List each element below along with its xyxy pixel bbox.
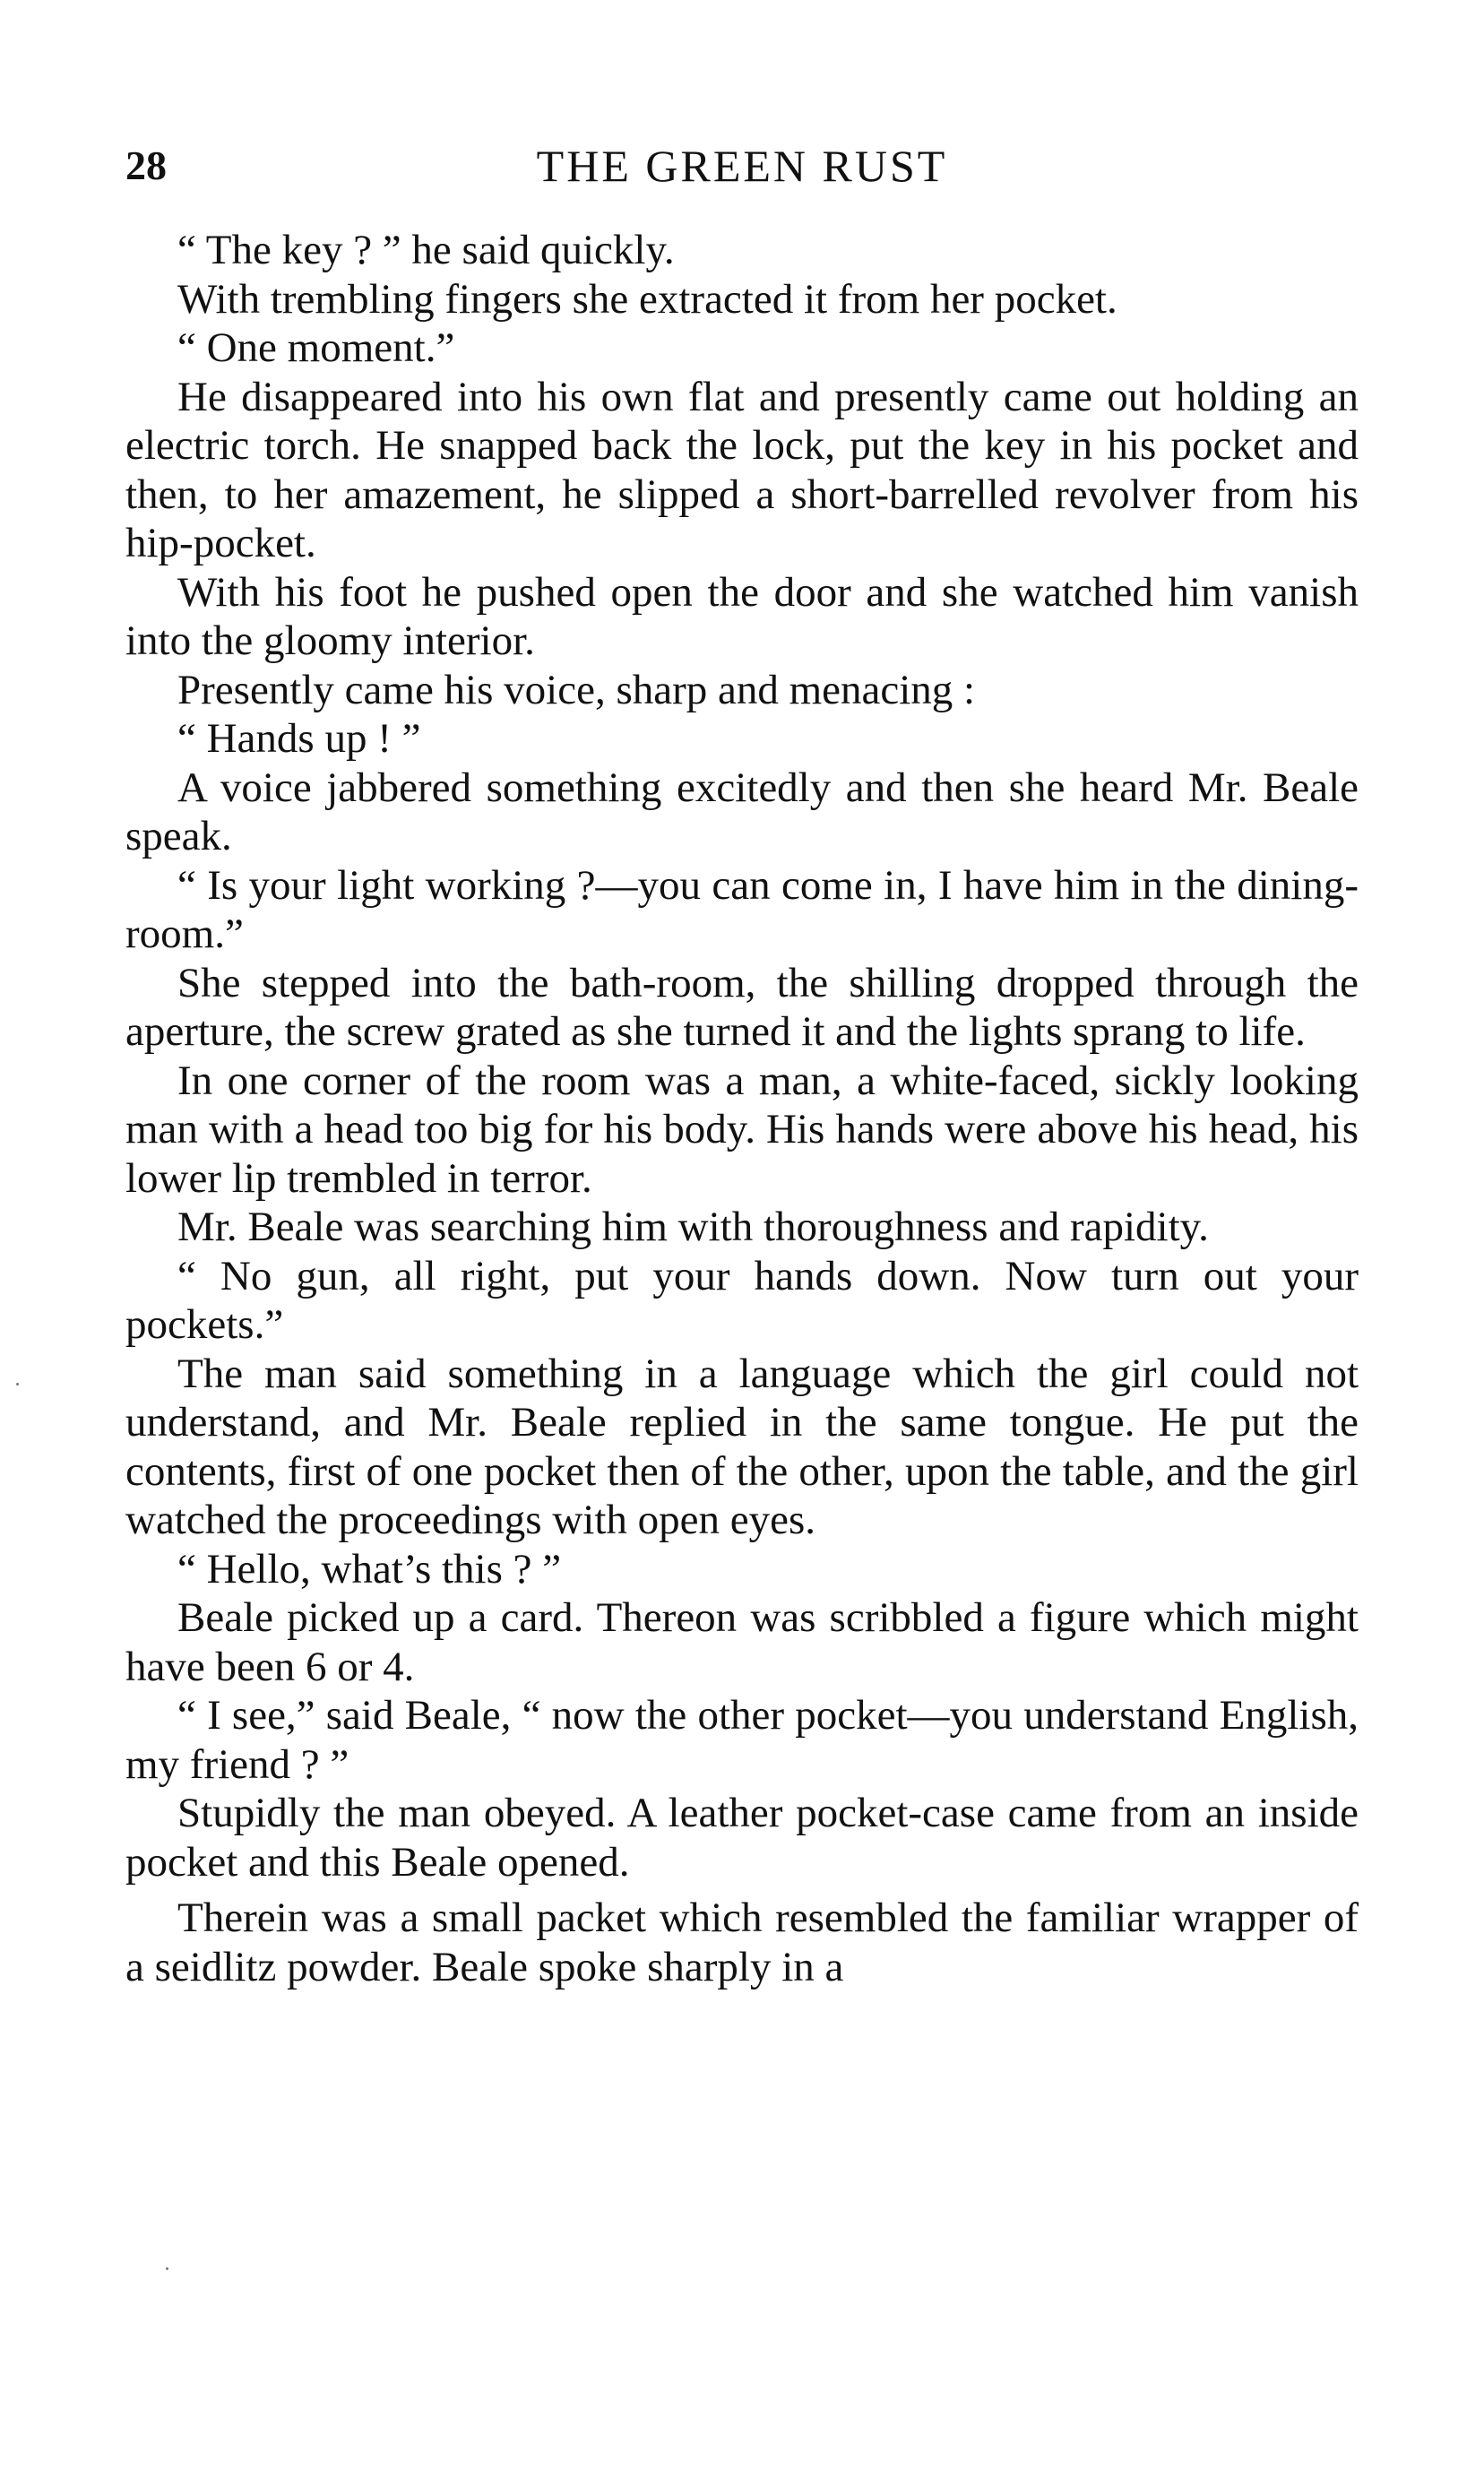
paragraph-6: Presently came his voice, sharp and menacing : bbox=[177, 666, 976, 713]
paragraph-5: With his foot he pushed open the door and she watched him vanish into the gloomy interior. bbox=[125, 568, 1359, 664]
running-title: THE GREEN RUST bbox=[536, 141, 948, 191]
paragraph-4: He disappeared into his own flat and presently came out holding an electric torch. He snapped back the lock, put the key in his pocket and then, to her amazement, he slipped a short-barrelled revolver from his hip-pocket. bbox=[125, 373, 1359, 566]
paragraph-19: Therein was a small packet which resembled the familiar wrapper of a seidlitz powder. Beale spoke sharply in a bbox=[125, 1895, 1359, 1990]
paragraph-14: The man said something in a language which the girl could not understand, and Mr. Beale replied in the same tongue. He put the contents, first of one pocket then of the other, upon the table, and the girl watched the proceedings with open eyes. bbox=[125, 1350, 1359, 1543]
paragraph-15: “ Hello, what’s this ? ” bbox=[177, 1545, 562, 1593]
paragraph-12: Mr. Beale was searching him with thoroughness and rapidity. bbox=[177, 1204, 1209, 1250]
paragraph-11: In one corner of the room was a man, a white-faced, sickly looking man with a head too big for his body. His hands were above his head, his lower lip trembled in terror. bbox=[125, 1057, 1359, 1202]
paragraph-16: Beale picked up a card. Thereon was scribbled a figure which might have been 6 or 4. bbox=[125, 1594, 1359, 1690]
paragraph-8: A voice jabbered something excitedly and then she heard Mr. Beale speak. bbox=[125, 764, 1359, 859]
scan-speck bbox=[16, 1383, 19, 1385]
page-number: 28 bbox=[125, 142, 167, 188]
paragraph-2: With trembling fingers she extracted it from her pocket. bbox=[177, 275, 1117, 323]
scan-speck bbox=[166, 2267, 168, 2270]
paragraph-13: “ No gun, all right, put your hands down. Now turn out your pockets.” bbox=[125, 1252, 1359, 1348]
page-header bbox=[125, 134, 1359, 197]
paragraph-18: Stupidly the man obeyed. A leather pocket-case came from an inside pocket and this Beale opened. bbox=[125, 1790, 1359, 1886]
paragraph-9: “ Is your light working ?—you can come in, I have him in the dining-room.” bbox=[125, 861, 1359, 957]
paragraph-3: “ One moment.” bbox=[177, 324, 455, 371]
paragraph-10: She stepped into the bath-room, the shilling dropped through the aperture, the screw grated as she turned it and the lights sprang to life. bbox=[125, 959, 1359, 1055]
paragraph-1: “ The key ? ” he said quickly. bbox=[177, 227, 675, 273]
paragraph-17: “ I see,” said Beale, “ now the other pocket—you understand English, my friend ? ” bbox=[125, 1692, 1359, 1788]
paragraph-7: “ Hands up ! ” bbox=[177, 715, 421, 762]
body-text bbox=[125, 226, 1359, 1991]
